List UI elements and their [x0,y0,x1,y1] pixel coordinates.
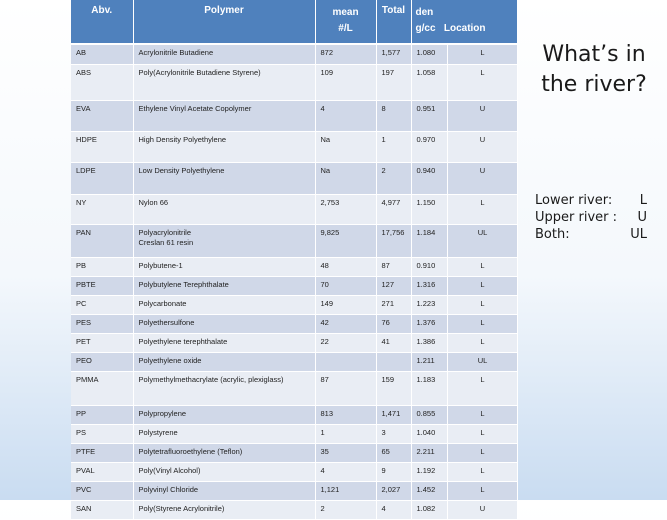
cell-abv: SAN [71,500,133,519]
cell-polymer [133,314,315,333]
cell-mean: Na [315,131,376,162]
cell-abv: HDPE [71,131,133,162]
cell-abv: PBTE [71,276,133,295]
cell-location: L [447,333,517,352]
cell-abv: NY [71,194,133,224]
header-total: Total [376,0,411,44]
cell-density: 0.855 [411,405,447,424]
cell-total: 65 [376,443,411,462]
cell-mean: 48 [315,257,376,276]
cell-abv: PMMA [71,371,133,405]
cell-abv: PEO [71,352,133,371]
cell-polymer [133,194,315,224]
cell-density: 0.910 [411,257,447,276]
cell-abv: ABS [71,64,133,100]
cell-location: L [447,295,517,314]
table-body [71,44,517,519]
cell-polymer [133,295,315,314]
cell-polymer [133,462,315,481]
cell-density: 1.150 [411,194,447,224]
polymer-name: Polybutene-1 [138,260,183,270]
table-row [71,443,517,462]
polymer-name: Poly(Vinyl Alcohol) [138,465,201,475]
cell-mean: 1 [315,424,376,443]
cell-location: L [447,405,517,424]
cell-location: L [447,194,517,224]
polymer-name: Polyethersulfone [138,317,195,327]
cell-mean: 4 [315,100,376,131]
table-row [71,257,517,276]
cell-mean: 22 [315,333,376,352]
cell-abv: PP [71,405,133,424]
cell-density: 1.080 [411,44,447,64]
cell-polymer [133,352,315,371]
cell-location: L [447,462,517,481]
legend-code: L [639,193,647,208]
table-row [71,500,517,519]
table-row [71,333,517,352]
polymer-name: Acrylonitrile Butadiene [138,48,214,57]
table-row [71,162,517,194]
cell-polymer [133,276,315,295]
cell-mean: Na [315,162,376,194]
cell-density: 1.386 [411,333,447,352]
legend-row-upper [535,209,647,226]
polymer-name: Polybutylene Terephthalate [138,279,229,289]
cell-density: 1.211 [411,352,447,371]
table-row [71,405,517,424]
header-den-location: den g/cc Location [411,0,517,44]
cell-total: 197 [376,64,411,100]
cell-abv: AB [71,44,133,64]
cell-abv: PVC [71,481,133,500]
table-row [71,371,517,405]
cell-abv: PVAL [71,462,133,481]
cell-total: 2,027 [376,481,411,500]
cell-mean: 2,753 [315,194,376,224]
polymer-name: Ethylene Vinyl Acetate Copolymer [138,103,252,113]
cell-mean: 1,121 [315,481,376,500]
table-row [71,131,517,162]
slide-title-line-2: the river? [541,72,647,97]
cell-mean: 87 [315,371,376,405]
cell-polymer [133,224,315,257]
cell-total: 17,756 [376,224,411,257]
cell-total: 2 [376,162,411,194]
polymer-name: Polyethylene terephthalate [138,336,228,346]
cell-total: 76 [376,314,411,333]
table-row [71,64,517,100]
cell-density: 1.316 [411,276,447,295]
cell-mean: 109 [315,64,376,100]
table-row [71,100,517,131]
cell-polymer [133,162,315,194]
legend-code: U [637,210,647,225]
cell-density: 1.184 [411,224,447,257]
cell-location: L [447,276,517,295]
cell-location: UL [447,224,517,257]
legend-row-lower [535,192,647,209]
cell-total: 41 [376,333,411,352]
cell-abv: PB [71,257,133,276]
cell-density: 1.192 [411,462,447,481]
cell-mean: 9,825 [315,224,376,257]
cell-total: 87 [376,257,411,276]
table-header-row [71,0,517,44]
polymer-name: Polymethylmethacrylate (acrylic, plexiglass) [138,374,284,384]
polymer-name: Polypropylene [138,408,187,418]
cell-total: 4 [376,500,411,519]
cell-polymer [133,100,315,131]
cell-density: 1.452 [411,481,447,500]
table-row [71,314,517,333]
table-row [71,276,517,295]
cell-total: 159 [376,371,411,405]
cell-abv: PTFE [71,443,133,462]
table-row [71,194,517,224]
cell-location: U [447,100,517,131]
polymer-name: Poly(Acrylonitrile Butadiene Styrene) [138,67,261,77]
cell-abv: PC [71,295,133,314]
cell-mean: 872 [315,44,376,64]
slide-title-line-1: What’s in [542,42,646,67]
legend-label: Upper river : [535,210,617,225]
cell-total: 1,471 [376,405,411,424]
cell-abv: PES [71,314,133,333]
header-abv: Abv. [71,0,133,44]
table-row [71,424,517,443]
cell-total: 1 [376,131,411,162]
cell-location: UL [447,352,517,371]
cell-density: 1.223 [411,295,447,314]
cell-polymer [133,424,315,443]
table-row [71,352,517,371]
cell-total [376,352,411,371]
polymer-name: Polystyrene [138,427,178,437]
cell-location: L [447,64,517,100]
cell-mean: 2 [315,500,376,519]
polymer-name: Low Density Polyethylene [138,165,225,175]
cell-location: L [447,424,517,443]
cell-density: 0.970 [411,131,447,162]
legend-row-both [535,226,647,243]
cell-density: 1.183 [411,371,447,405]
cell-polymer [133,405,315,424]
cell-abv: PET [71,333,133,352]
table-row [71,44,517,64]
cell-abv: PAN [71,224,133,257]
cell-mean: 42 [315,314,376,333]
cell-density: 1.058 [411,64,447,100]
polymer-table-container [71,0,517,513]
polymer-name: Polytetrafluoroethylene (Teflon) [138,446,243,456]
cell-polymer [133,500,315,519]
polymer-name: Polycarbonate [138,298,187,308]
cell-total: 4,977 [376,194,411,224]
cell-total: 8 [376,100,411,131]
polymer-name: Poly(Styrene Acrylonitrile) [138,503,225,513]
cell-location: L [447,314,517,333]
cell-abv: EVA [71,100,133,131]
polymer-name: High Density Polyethylene [138,134,227,144]
cell-total: 9 [376,462,411,481]
cell-polymer [133,481,315,500]
cell-mean: 4 [315,462,376,481]
cell-polymer [133,371,315,405]
cell-density: 1.040 [411,424,447,443]
polymer-name: Polyvinyl Chloride [138,484,199,494]
cell-total: 1,577 [376,44,411,64]
cell-location: U [447,500,517,519]
polymer-name: Polyacrylonitrile [138,227,192,237]
cell-mean: 149 [315,295,376,314]
cell-polymer [133,257,315,276]
cell-abv: PS [71,424,133,443]
cell-location: L [447,371,517,405]
polymer-name: Polyethylene oxide [138,355,202,365]
cell-density: 2.211 [411,443,447,462]
cell-polymer [133,443,315,462]
cell-abv: LDPE [71,162,133,194]
cell-polymer [133,64,315,100]
cell-location: L [447,44,517,64]
cell-total: 127 [376,276,411,295]
header-mean: mean #/L [315,0,376,44]
cell-location: U [447,131,517,162]
slide-title [532,40,656,100]
table-row [71,481,517,500]
cell-location: L [447,257,517,276]
table-row [71,224,517,257]
cell-mean [315,352,376,371]
cell-location: U [447,162,517,194]
cell-mean: 813 [315,405,376,424]
cell-mean: 35 [315,443,376,462]
cell-density: 0.951 [411,100,447,131]
legend-code: UL [630,227,647,242]
cell-polymer [133,131,315,162]
cell-density: 1.376 [411,314,447,333]
cell-polymer [133,44,315,64]
cell-total: 271 [376,295,411,314]
location-legend [535,192,647,243]
cell-mean: 70 [315,276,376,295]
cell-polymer [133,333,315,352]
table-row [71,295,517,314]
legend-label: Both: [535,227,570,242]
legend-label: Lower river: [535,193,613,208]
cell-total: 3 [376,424,411,443]
cell-location: L [447,443,517,462]
polymer-name: Nylon 66 [138,197,169,207]
cell-density: 0.940 [411,162,447,194]
cell-location: L [447,481,517,500]
polymer-name-line-2: Creslan 61 resin [138,237,194,247]
polymer-table [71,0,518,520]
header-polymer: Polymer [133,0,315,44]
cell-density: 1.082 [411,500,447,519]
table-row [71,462,517,481]
